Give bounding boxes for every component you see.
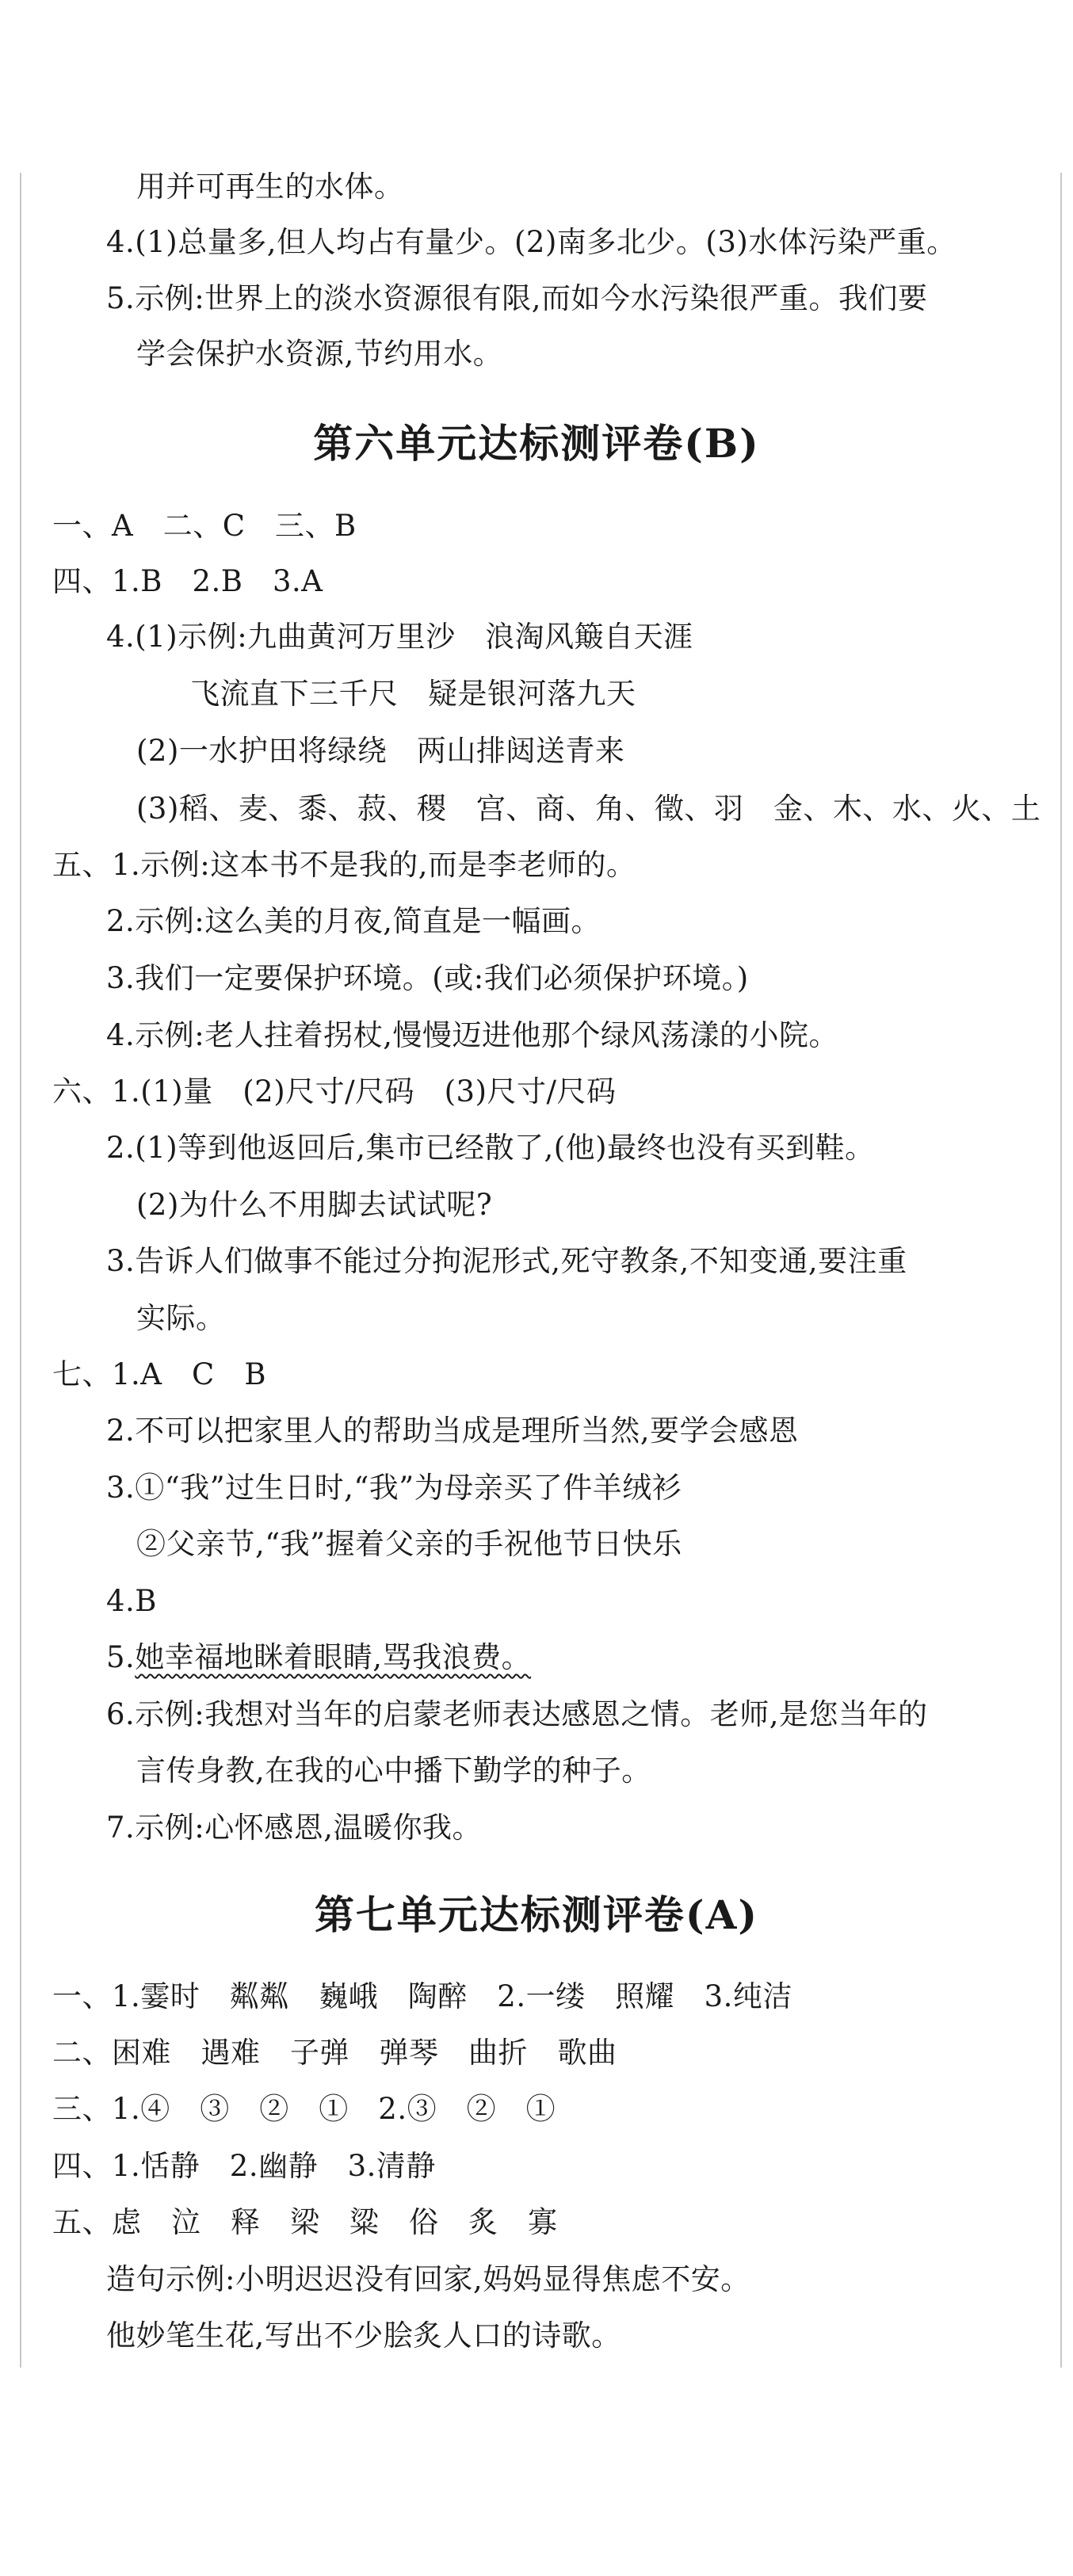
answer-line: 2.(1)等到他返回后,集市已经散了,(他)最终也没有买到鞋。 (106, 1131, 875, 1165)
answer-line: 飞流直下三千尺 疑是银河落九天 (190, 677, 636, 711)
answer-line: ②父亲节,“我”握着父亲的手祝他节日快乐 (136, 1527, 682, 1561)
answer-line: 五、1.示例:这本书不是我的,而是李老师的。 (52, 848, 636, 882)
answer-line: 2.不可以把家里人的帮助当成是理所当然,要学会感恩 (106, 1414, 799, 1448)
answer-line (106, 1639, 531, 1677)
answer-line: 他妙笔生花,写出不少脍炙人口的诗歌。 (106, 2318, 621, 2353)
answer-line: 用并可再生的水体。 (136, 170, 404, 204)
answer-line: 6.示例:我想对当年的启蒙老师表达感恩之情。老师,是您当年的 (106, 1697, 928, 1731)
answer-line: 实际。 (136, 1301, 226, 1335)
answer-line: 造句示例:小明迟迟没有回家,妈妈显得焦虑不安。 (106, 2262, 750, 2296)
left-margin-rule (20, 173, 21, 2368)
answer-line: 3.告诉人们做事不能过分拘泥形式,死守教条,不知变通,要注重 (106, 1244, 907, 1278)
answer-line: 学会保护水资源,节约用水。 (136, 337, 503, 371)
answer-line: 六、1.(1)量 (2)尺寸/尺码 (3)尺寸/尺码 (52, 1074, 617, 1109)
right-margin-rule (1060, 173, 1062, 2368)
answer-line: 四、1.B 2.B 3.A (52, 564, 323, 598)
answer-line: 一、1.霎时 粼粼 巍峨 陶醉 2.一缕 照耀 3.纯洁 (52, 1979, 792, 2013)
answer-line: (2)一水护田将绿绕 两山排闼送青来 (136, 734, 625, 768)
answer-line: 言传身教,在我的心中播下勤学的种子。 (136, 1754, 651, 1788)
answer-line: 5.示例:世界上的淡水资源很有限,而如今水污染很严重。我们要 (106, 281, 928, 315)
item-number: 5. (106, 1640, 136, 1674)
answer-line: (2)为什么不用脚去试试呢? (136, 1188, 493, 1222)
answer-line: 三、1.④ ③ ② ① 2.③ ② ① (52, 2092, 556, 2126)
answer-line: 7.示例:心怀感恩,温暖你我。 (106, 1811, 483, 1845)
answer-line: 3.我们一定要保护环境。(或:我们必须保护环境。) (106, 961, 749, 995)
answer-line: 4.(1)示例:九曲黄河万里沙 浪淘风簸自天涯 (106, 620, 693, 654)
wavy-underlined-answer: 她幸福地眯着眼睛,骂我浪费。 (135, 1640, 532, 1674)
section-heading-unit7-a: 第七单元达标测评卷(A) (314, 1891, 759, 1938)
answer-line: 七、1.A C B (52, 1357, 267, 1391)
section-heading-unit6-b: 第六单元达标测评卷(B) (313, 420, 760, 467)
answer-line: 4.(1)总量多,但人均占有量少。(2)南多北少。(3)水体污染严重。 (106, 225, 957, 259)
answer-line: 五、虑 泣 释 梁 粱 俗 炙 寡 (52, 2205, 558, 2239)
answer-line: 3.①“我”过生日时,“我”为母亲买了件羊绒衫 (106, 1471, 682, 1505)
answer-line: 4.B (106, 1584, 157, 1618)
answer-line: 二、困难 遇难 子弹 弹琴 曲折 歌曲 (52, 2036, 617, 2070)
answer-line: 2.示例:这么美的月夜,简直是一幅画。 (106, 904, 601, 938)
answer-line: (3)稻、麦、黍、菽、稷 宫、商、角、徵、羽 金、木、水、火、土 (136, 792, 1041, 826)
answer-line: 4.示例:老人拄着拐杖,慢慢迈进他那个绿风荡漾的小院。 (106, 1018, 839, 1052)
answer-line: 四、1.恬静 2.幽静 3.清静 (52, 2149, 436, 2183)
answer-line: 一、A 二、C 三、B (52, 509, 357, 543)
